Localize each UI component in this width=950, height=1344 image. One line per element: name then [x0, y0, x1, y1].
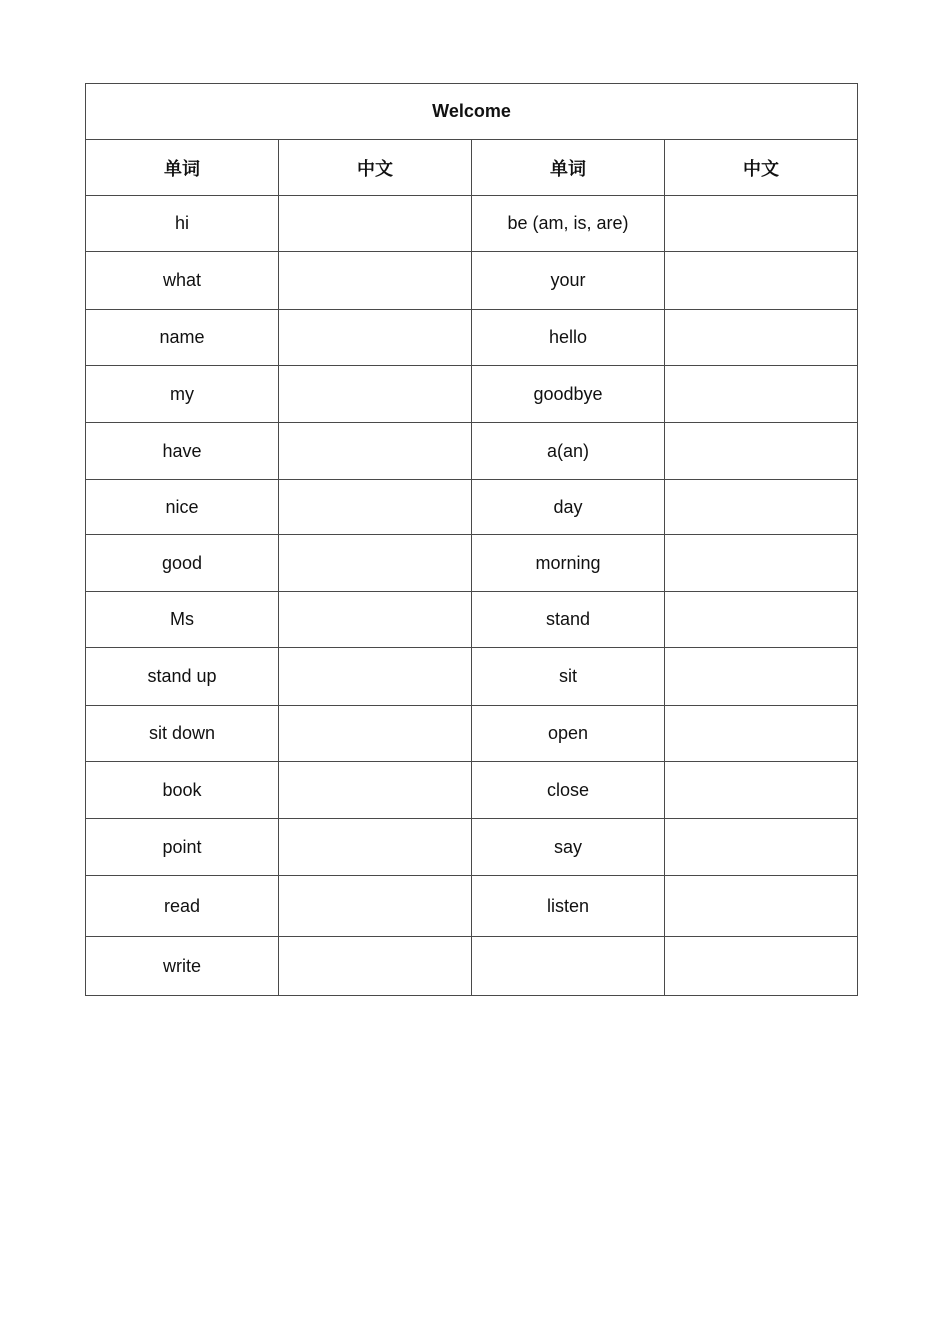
word-cell-left: sit down	[86, 706, 279, 762]
chinese-answer-cell-left[interactable]	[279, 310, 472, 366]
chinese-answer-cell-right[interactable]	[665, 648, 858, 706]
table-row	[86, 648, 858, 706]
table-row	[86, 252, 858, 310]
table-row	[86, 535, 858, 592]
word-cell-left: stand up	[86, 648, 279, 706]
header-word-left: 单词	[86, 140, 279, 196]
header-chinese-right: 中文	[665, 140, 858, 196]
word-cell-right: listen	[472, 876, 665, 937]
chinese-answer-cell-left[interactable]	[279, 196, 472, 252]
chinese-answer-cell-right[interactable]	[665, 762, 858, 819]
table-row	[86, 480, 858, 535]
chinese-answer-cell-left[interactable]	[279, 252, 472, 310]
word-cell-right: be (am, is, are)	[472, 196, 665, 252]
header-word-right: 单词	[472, 140, 665, 196]
chinese-answer-cell-left[interactable]	[279, 819, 472, 876]
word-cell-right: goodbye	[472, 366, 665, 423]
word-cell-right: sit	[472, 648, 665, 706]
chinese-answer-cell-left[interactable]	[279, 480, 472, 535]
table-row	[86, 310, 858, 366]
chinese-answer-cell-right[interactable]	[665, 310, 858, 366]
word-cell-right: your	[472, 252, 665, 310]
word-cell-right	[472, 937, 665, 996]
word-cell-right: morning	[472, 535, 665, 592]
word-cell-right: say	[472, 819, 665, 876]
worksheet-title: Welcome	[86, 84, 858, 140]
table-row	[86, 423, 858, 480]
table-row	[86, 819, 858, 876]
word-cell-right: open	[472, 706, 665, 762]
chinese-answer-cell-right[interactable]	[665, 366, 858, 423]
word-cell-right: day	[472, 480, 665, 535]
word-cell-left: point	[86, 819, 279, 876]
word-cell-right: close	[472, 762, 665, 819]
table-row	[86, 196, 858, 252]
word-cell-left: nice	[86, 480, 279, 535]
table-row	[86, 366, 858, 423]
word-cell-left: book	[86, 762, 279, 819]
word-cell-left: my	[86, 366, 279, 423]
table-row	[86, 706, 858, 762]
chinese-answer-cell-left[interactable]	[279, 706, 472, 762]
header-row	[86, 140, 858, 196]
chinese-answer-cell-right[interactable]	[665, 819, 858, 876]
word-cell-right: hello	[472, 310, 665, 366]
chinese-answer-cell-right[interactable]	[665, 480, 858, 535]
chinese-answer-cell-right[interactable]	[665, 706, 858, 762]
word-cell-right: a(an)	[472, 423, 665, 480]
word-cell-left: Ms	[86, 592, 279, 648]
chinese-answer-cell-right[interactable]	[665, 937, 858, 996]
chinese-answer-cell-right[interactable]	[665, 423, 858, 480]
chinese-answer-cell-right[interactable]	[665, 876, 858, 937]
word-cell-left: good	[86, 535, 279, 592]
word-cell-left: what	[86, 252, 279, 310]
table-row	[86, 592, 858, 648]
table-row	[86, 937, 858, 996]
chinese-answer-cell-right[interactable]	[665, 196, 858, 252]
chinese-answer-cell-right[interactable]	[665, 592, 858, 648]
chinese-answer-cell-left[interactable]	[279, 366, 472, 423]
chinese-answer-cell-right[interactable]	[665, 252, 858, 310]
word-cell-left: name	[86, 310, 279, 366]
chinese-answer-cell-left[interactable]	[279, 535, 472, 592]
chinese-answer-cell-right[interactable]	[665, 535, 858, 592]
chinese-answer-cell-left[interactable]	[279, 592, 472, 648]
table-row	[86, 762, 858, 819]
chinese-answer-cell-left[interactable]	[279, 876, 472, 937]
chinese-answer-cell-left[interactable]	[279, 648, 472, 706]
word-cell-left: hi	[86, 196, 279, 252]
word-cell-left: write	[86, 937, 279, 996]
word-cell-left: have	[86, 423, 279, 480]
chinese-answer-cell-left[interactable]	[279, 762, 472, 819]
word-cell-right: stand	[472, 592, 665, 648]
worksheet	[85, 83, 857, 996]
vocabulary-table	[85, 83, 858, 996]
title-row	[86, 84, 858, 140]
table-row	[86, 876, 858, 937]
word-cell-left: read	[86, 876, 279, 937]
vocabulary-rows	[86, 196, 858, 996]
chinese-answer-cell-left[interactable]	[279, 423, 472, 480]
header-chinese-left: 中文	[279, 140, 472, 196]
chinese-answer-cell-left[interactable]	[279, 937, 472, 996]
